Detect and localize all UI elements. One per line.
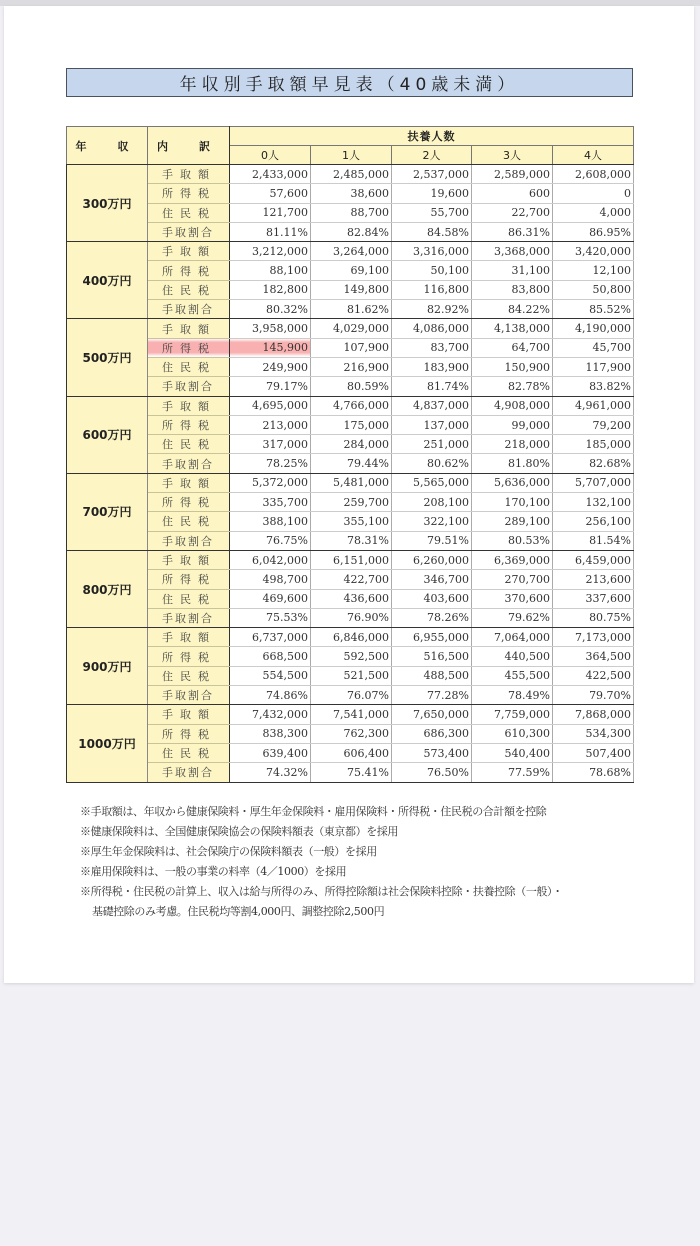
cell-value: 7,541,000 (311, 705, 392, 724)
cell-value: 74.86% (230, 686, 311, 705)
table-row (67, 203, 634, 222)
cell-value: 31,100 (472, 261, 553, 280)
row-label-net-ratio: 手取割合 (148, 686, 230, 705)
table-row (67, 435, 634, 454)
cell-value: 3,420,000 (553, 242, 634, 261)
table-row (67, 705, 634, 724)
row-label-income-tax: 所得税 (148, 338, 230, 357)
cell-value: 55,700 (392, 203, 472, 222)
table-row (67, 473, 634, 492)
table-row (67, 319, 634, 338)
cell-value: 534,300 (553, 724, 634, 743)
cell-value: 573,400 (392, 743, 472, 762)
cell-value: 540,400 (472, 743, 553, 762)
cell-value: 422,700 (311, 570, 392, 589)
cell-value: 22,700 (472, 203, 553, 222)
cell-value: 403,600 (392, 589, 472, 608)
cell-value: 440,500 (472, 647, 553, 666)
cell-value: 107,900 (311, 338, 392, 357)
cell-value: 521,500 (311, 666, 392, 685)
income-bracket: 900万円 (67, 628, 148, 705)
row-label-income-tax: 所得税 (148, 261, 230, 280)
cell-value: 182,800 (230, 280, 311, 299)
cell-value: 2,433,000 (230, 165, 311, 184)
income-bracket: 600万円 (67, 396, 148, 473)
cell-value: 150,900 (472, 357, 553, 376)
table-row (67, 300, 634, 319)
cell-value: 45,700 (553, 338, 634, 357)
cell-value: 6,459,000 (553, 550, 634, 569)
table-row (67, 666, 634, 685)
cell-value: 610,300 (472, 724, 553, 743)
cell-value: 554,500 (230, 666, 311, 685)
row-label-net: 手取額 (148, 628, 230, 647)
cell-value: 7,650,000 (392, 705, 472, 724)
cell-value: 3,316,000 (392, 242, 472, 261)
cell-value: 83.82% (553, 377, 634, 396)
row-label-resident-tax: 住民税 (148, 280, 230, 299)
table-row (67, 589, 634, 608)
cell-value: 4,695,000 (230, 396, 311, 415)
table-row (67, 377, 634, 396)
cell-value: 77.59% (472, 763, 553, 782)
table-row (67, 280, 634, 299)
cell-value: 249,900 (230, 357, 311, 376)
table-row (67, 165, 634, 184)
table-row (67, 338, 634, 357)
cell-value: 4,961,000 (553, 396, 634, 415)
table-row (67, 531, 634, 550)
cell-value: 335,700 (230, 493, 311, 512)
income-bracket: 1000万円 (67, 705, 148, 782)
cell-value: 75.53% (230, 608, 311, 627)
cell-value: 4,029,000 (311, 319, 392, 338)
cell-value: 6,369,000 (472, 550, 553, 569)
income-bracket: 500万円 (67, 319, 148, 396)
header-dependents: 扶養人数 (230, 127, 634, 146)
cell-value: 88,100 (230, 261, 311, 280)
cell-value: 5,372,000 (230, 473, 311, 492)
cell-value: 5,565,000 (392, 473, 472, 492)
cell-value: 132,100 (553, 493, 634, 512)
cell-value: 4,138,000 (472, 319, 553, 338)
cell-value: 251,000 (392, 435, 472, 454)
cell-value: 145,900 (230, 338, 311, 357)
cell-value: 64,700 (472, 338, 553, 357)
cell-value: 81.11% (230, 222, 311, 241)
row-label-net-ratio: 手取割合 (148, 222, 230, 241)
cell-value: 76.07% (311, 686, 392, 705)
cell-value: 84.22% (472, 300, 553, 319)
cell-value: 7,064,000 (472, 628, 553, 647)
cell-value: 5,707,000 (553, 473, 634, 492)
header-dependent-count: 3人 (472, 146, 553, 165)
take-home-table (66, 126, 634, 783)
cell-value: 175,000 (311, 415, 392, 434)
row-label-resident-tax: 住民税 (148, 203, 230, 222)
cell-value: 6,260,000 (392, 550, 472, 569)
cell-value: 83,800 (472, 280, 553, 299)
cell-value: 7,432,000 (230, 705, 311, 724)
table-row (67, 242, 634, 261)
cell-value: 5,636,000 (472, 473, 553, 492)
cell-value: 364,500 (553, 647, 634, 666)
row-label-resident-tax: 住民税 (148, 357, 230, 376)
cell-value: 149,800 (311, 280, 392, 299)
cell-value: 592,500 (311, 647, 392, 666)
row-label-resident-tax: 住民税 (148, 666, 230, 685)
cell-value: 270,700 (472, 570, 553, 589)
cell-value: 50,800 (553, 280, 634, 299)
cell-value: 74.32% (230, 763, 311, 782)
table-row (67, 743, 634, 762)
table-row (67, 763, 634, 782)
cell-value: 84.58% (392, 222, 472, 241)
cell-value: 436,600 (311, 589, 392, 608)
cell-value: 79.17% (230, 377, 311, 396)
cell-value: 256,100 (553, 512, 634, 531)
cell-value: 606,400 (311, 743, 392, 762)
cell-value: 116,800 (392, 280, 472, 299)
row-label-net-ratio: 手取割合 (148, 531, 230, 550)
cell-value: 183,900 (392, 357, 472, 376)
cell-value: 4,837,000 (392, 396, 472, 415)
table-row (67, 550, 634, 569)
cell-value: 516,500 (392, 647, 472, 666)
cell-value: 289,100 (472, 512, 553, 531)
row-label-income-tax: 所得税 (148, 647, 230, 666)
cell-value: 4,190,000 (553, 319, 634, 338)
cell-value: 80.62% (392, 454, 472, 473)
cell-value: 322,100 (392, 512, 472, 531)
table-row (67, 415, 634, 434)
cell-value: 85.52% (553, 300, 634, 319)
cell-value: 213,600 (553, 570, 634, 589)
cell-value: 762,300 (311, 724, 392, 743)
cell-value: 284,000 (311, 435, 392, 454)
page-title: 年収別手取額早見表（40歳未満） (179, 75, 520, 95)
cell-value: 80.59% (311, 377, 392, 396)
cell-value: 83,700 (392, 338, 472, 357)
footnotes (80, 802, 640, 922)
cell-value: 78.25% (230, 454, 311, 473)
cell-value: 2,608,000 (553, 165, 634, 184)
cell-value: 19,600 (392, 184, 472, 203)
income-bracket: 700万円 (67, 473, 148, 550)
cell-value: 2,537,000 (392, 165, 472, 184)
cell-value: 170,100 (472, 493, 553, 512)
row-label-income-tax: 所得税 (148, 570, 230, 589)
footnote-continuation: 基礎控除のみ考慮。住民税均等割4,000円、調整控除2,500円 (92, 905, 385, 918)
table-row (67, 222, 634, 241)
header-dependent-count: 4人 (553, 146, 634, 165)
row-label-income-tax: 所得税 (148, 493, 230, 512)
cell-value: 3,368,000 (472, 242, 553, 261)
cell-value: 317,000 (230, 435, 311, 454)
cell-value: 80.32% (230, 300, 311, 319)
cell-value: 6,955,000 (392, 628, 472, 647)
cell-value: 82.78% (472, 377, 553, 396)
cell-value: 639,400 (230, 743, 311, 762)
cell-value: 488,500 (392, 666, 472, 685)
table-row (67, 686, 634, 705)
row-label-resident-tax: 住民税 (148, 589, 230, 608)
row-label-net-ratio: 手取割合 (148, 454, 230, 473)
cell-value: 81.54% (553, 531, 634, 550)
document-page (4, 6, 694, 983)
cell-value: 81.62% (311, 300, 392, 319)
footnote: ※厚生年金保険料は、社会保険庁の保険料額表（一般）を採用 (80, 845, 377, 858)
cell-value: 2,589,000 (472, 165, 553, 184)
cell-value: 117,900 (553, 357, 634, 376)
cell-value: 77.28% (392, 686, 472, 705)
table-row (67, 647, 634, 666)
table-row (67, 724, 634, 743)
cell-value: 216,900 (311, 357, 392, 376)
cell-value: 86.31% (472, 222, 553, 241)
row-label-net-ratio: 手取割合 (148, 300, 230, 319)
cell-value: 6,151,000 (311, 550, 392, 569)
cell-value: 99,000 (472, 415, 553, 434)
cell-value: 7,173,000 (553, 628, 634, 647)
cell-value: 78.68% (553, 763, 634, 782)
cell-value: 75.41% (311, 763, 392, 782)
table-row (67, 357, 634, 376)
footnote: ※手取額は、年収から健康保険料・厚生年金保険料・雇用保険料・所得税・住民税の合計額を控除 (80, 805, 547, 818)
cell-value: 81.74% (392, 377, 472, 396)
header-dependent-count: 0人 (230, 146, 311, 165)
row-label-net: 手取額 (148, 165, 230, 184)
table-row (67, 608, 634, 627)
cell-value: 4,086,000 (392, 319, 472, 338)
cell-value: 78.31% (311, 531, 392, 550)
cell-value: 668,500 (230, 647, 311, 666)
cell-value: 3,212,000 (230, 242, 311, 261)
cell-value: 88,700 (311, 203, 392, 222)
cell-value: 686,300 (392, 724, 472, 743)
cell-value: 346,700 (392, 570, 472, 589)
table-row (67, 396, 634, 415)
table-row (67, 184, 634, 203)
cell-value: 213,000 (230, 415, 311, 434)
cell-value: 78.26% (392, 608, 472, 627)
cell-value: 3,264,000 (311, 242, 392, 261)
cell-value: 355,100 (311, 512, 392, 531)
cell-value: 2,485,000 (311, 165, 392, 184)
row-label-net: 手取額 (148, 242, 230, 261)
header-breakdown: 内 訳 (148, 127, 230, 165)
cell-value: 38,600 (311, 184, 392, 203)
header-dependent-count: 2人 (392, 146, 472, 165)
cell-value: 5,481,000 (311, 473, 392, 492)
cell-value: 4,908,000 (472, 396, 553, 415)
row-label-net: 手取額 (148, 705, 230, 724)
table-row (67, 454, 634, 473)
footnote: ※所得税・住民税の計算上、収入は給与所得のみ、所得控除額は社会保険料控除・扶養控除（一般）・ (80, 885, 563, 898)
cell-value: 455,500 (472, 666, 553, 685)
cell-value: 121,700 (230, 203, 311, 222)
cell-value: 7,868,000 (553, 705, 634, 724)
header-income: 年 収 (67, 127, 148, 165)
cell-value: 388,100 (230, 512, 311, 531)
cell-value: 82.92% (392, 300, 472, 319)
table-row (67, 512, 634, 531)
cell-value: 838,300 (230, 724, 311, 743)
cell-value: 76.90% (311, 608, 392, 627)
row-label-resident-tax: 住民税 (148, 435, 230, 454)
cell-value: 76.50% (392, 763, 472, 782)
cell-value: 57,600 (230, 184, 311, 203)
cell-value: 0 (553, 184, 634, 203)
cell-value: 80.53% (472, 531, 553, 550)
cell-value: 370,600 (472, 589, 553, 608)
row-label-net-ratio: 手取割合 (148, 763, 230, 782)
cell-value: 422,500 (553, 666, 634, 685)
cell-value: 7,759,000 (472, 705, 553, 724)
cell-value: 208,100 (392, 493, 472, 512)
row-label-net: 手取額 (148, 473, 230, 492)
cell-value: 259,700 (311, 493, 392, 512)
cell-value: 76.75% (230, 531, 311, 550)
cell-value: 81.80% (472, 454, 553, 473)
row-label-resident-tax: 住民税 (148, 512, 230, 531)
cell-value: 79.70% (553, 686, 634, 705)
cell-value: 82.68% (553, 454, 634, 473)
cell-value: 507,400 (553, 743, 634, 762)
row-label-net-ratio: 手取割合 (148, 377, 230, 396)
row-label-net: 手取額 (148, 550, 230, 569)
footnote: ※雇用保険料は、一般の事業の料率（4／1000）を採用 (80, 865, 347, 878)
row-label-income-tax: 所得税 (148, 415, 230, 434)
income-bracket: 800万円 (67, 550, 148, 627)
cell-value: 78.49% (472, 686, 553, 705)
footnote: ※健康保険料は、全国健康保険協会の保険料額表（東京都）を採用 (80, 825, 398, 838)
cell-value: 137,000 (392, 415, 472, 434)
cell-value: 79.44% (311, 454, 392, 473)
cell-value: 185,000 (553, 435, 634, 454)
cell-value: 469,600 (230, 589, 311, 608)
table-body (67, 165, 634, 783)
table-row (67, 628, 634, 647)
cell-value: 600 (472, 184, 553, 203)
cell-value: 6,737,000 (230, 628, 311, 647)
table-row (67, 261, 634, 280)
cell-value: 79.62% (472, 608, 553, 627)
header-dependent-count: 1人 (311, 146, 392, 165)
table-row (67, 493, 634, 512)
row-label-net: 手取額 (148, 396, 230, 415)
cell-value: 86.95% (553, 222, 634, 241)
table-row (67, 570, 634, 589)
cell-value: 80.75% (553, 608, 634, 627)
cell-value: 12,100 (553, 261, 634, 280)
row-label-net-ratio: 手取割合 (148, 608, 230, 627)
row-label-income-tax: 所得税 (148, 724, 230, 743)
cell-value: 337,600 (553, 589, 634, 608)
cell-value: 218,000 (472, 435, 553, 454)
cell-value: 6,846,000 (311, 628, 392, 647)
row-label-net: 手取額 (148, 319, 230, 338)
cell-value: 69,100 (311, 261, 392, 280)
title-banner (66, 68, 633, 97)
cell-value: 79,200 (553, 415, 634, 434)
row-label-income-tax: 所得税 (148, 184, 230, 203)
cell-value: 82.84% (311, 222, 392, 241)
cell-value: 50,100 (392, 261, 472, 280)
cell-value: 498,700 (230, 570, 311, 589)
income-bracket: 400万円 (67, 242, 148, 319)
cell-value: 79.51% (392, 531, 472, 550)
row-label-resident-tax: 住民税 (148, 743, 230, 762)
cell-value: 4,000 (553, 203, 634, 222)
cell-value: 6,042,000 (230, 550, 311, 569)
cell-value: 3,958,000 (230, 319, 311, 338)
cell-value: 4,766,000 (311, 396, 392, 415)
income-bracket: 300万円 (67, 165, 148, 242)
